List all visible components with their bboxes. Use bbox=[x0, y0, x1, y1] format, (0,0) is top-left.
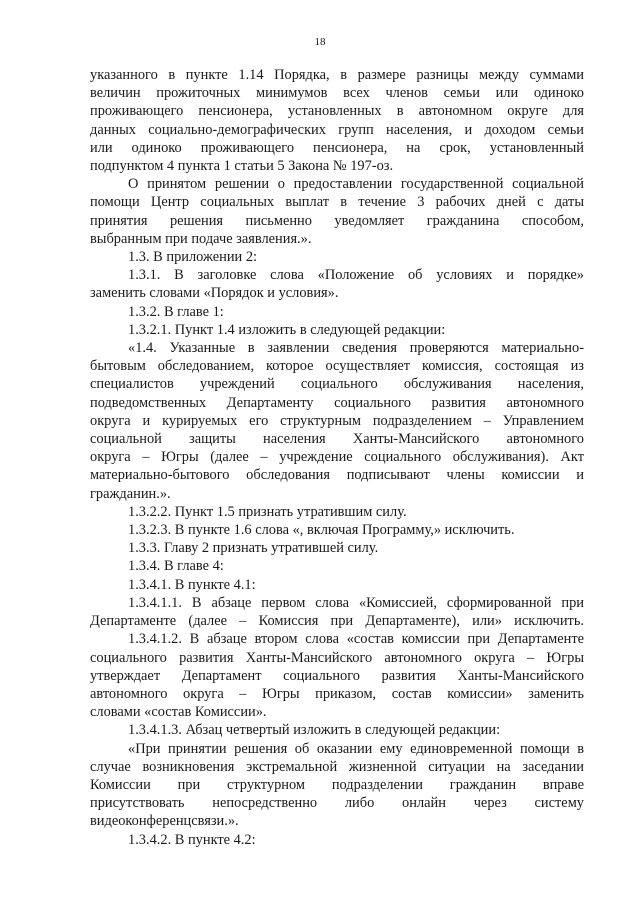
text-line: социальной защиты населения Ханты-Мансийского автономного bbox=[90, 431, 584, 448]
text-line: материально-бытового обследования подписывают члены комиссии и bbox=[90, 467, 584, 484]
text-line: Комиссии при структурном подразделении гражданин вправе bbox=[90, 776, 584, 793]
text-line: 1.3.2. В главе 1: bbox=[128, 303, 224, 320]
text-line: утверждает Департамент социального развития Ханты-Мансийского bbox=[90, 667, 584, 684]
text-line: 1.3.4.1.2. В абзаце втором слова «состав комиссии при Департаменте bbox=[128, 631, 584, 648]
text-line: заменить словами «Порядок и условия». bbox=[90, 285, 339, 302]
page-number: 18 bbox=[314, 36, 326, 48]
text-line: 1.3.1. В заголовке слова «Положение об условиях и порядке» bbox=[128, 267, 584, 284]
text-line: «1.4. Указанные в заявлении сведения проверяются материально- bbox=[128, 340, 584, 357]
text-line: О принятом решении о предоставлении государственной социальной bbox=[128, 176, 584, 193]
text-line: выбранным при подаче заявления.». bbox=[90, 230, 312, 247]
text-line: 1.3.3. Главу 2 признать утратившей силу. bbox=[128, 540, 379, 557]
text-line: указанного в пункте 1.14 Порядка, в размере разницы между суммами bbox=[90, 67, 584, 83]
text-line: 1.3.4.1.3. Абзац четвертый изложить в следующей редакции: bbox=[128, 722, 501, 739]
text-line: бытовым обследованием, которое осуществляет комиссия, состоящая из bbox=[90, 358, 584, 375]
text-line: подведомственных Департаменту социального развития автономного bbox=[90, 394, 584, 411]
text-line: округа и курируемых его структурным подразделением – Управлением bbox=[90, 412, 584, 429]
text-line: словами «состав Комиссии». bbox=[90, 704, 267, 721]
text-line: «При принятии решения об оказании ему единовременной помощи в bbox=[128, 740, 584, 757]
text-line: округа – Югры (далее – учреждение социального обслуживания). Акт bbox=[90, 449, 584, 466]
text-line: 1.3.4. В главе 4: bbox=[128, 558, 224, 575]
text-line: или одиноко проживающего пенсионера, на срок, установленный bbox=[90, 139, 584, 156]
text-line: социального развития Ханты-Мансийского автономного округа – Югры bbox=[90, 649, 584, 666]
text-line: проживающего пенсионера, установленных в автономном округе для bbox=[90, 103, 584, 120]
text-line: гражданин.». bbox=[90, 485, 171, 502]
text-line: случае возникновения экстремальной жизненной ситуации на заседании bbox=[90, 758, 584, 775]
text-line: принятия решения письменно уведомляет гражданина способом, bbox=[90, 212, 584, 229]
text-line: 1.3. В приложении 2: bbox=[128, 249, 258, 266]
text-line: автономного округа – Югры приказом, состав комиссии» заменить bbox=[90, 685, 584, 702]
text-line: видеоконференцсвязи.». bbox=[90, 813, 239, 830]
text-line: 1.3.2.2. Пункт 1.5 признать утратившим силу. bbox=[128, 503, 407, 520]
text-line: величин прожиточных минимумов всех членов семьи или одиноко bbox=[90, 85, 584, 102]
text-line: 1.3.4.2. В пункте 4.2: bbox=[128, 831, 256, 848]
text-line: Департаменте (далее – Комиссия при Департаменте), или» исключить. bbox=[90, 613, 584, 630]
text-line: 1.3.2.1. Пункт 1.4 изложить в следующей редакции: bbox=[128, 321, 446, 338]
text-line: данных социально-демографических групп населения, и доходом семьи bbox=[90, 121, 584, 138]
text-line: специалистов учреждений социального обслуживания населения, bbox=[90, 376, 584, 393]
text-line: присутствовать непосредственно либо онлайн через систему bbox=[90, 795, 584, 812]
text-line: 1.3.4.1. В пункте 4.1: bbox=[128, 576, 256, 593]
text-line: подпунктом 4 пункта 1 статьи 5 Закона № 197-оз. bbox=[90, 158, 394, 175]
text-line: помощи Центр социальных выплат в течение 3 рабочих дней с даты bbox=[90, 194, 584, 211]
text-line: 1.3.4.1.1. В абзаце первом слова «Комиссией, сформированной при bbox=[128, 594, 584, 611]
text-line: 1.3.2.3. В пункте 1.6 слова «, включая Программу,» исключить. bbox=[128, 522, 515, 539]
document-body bbox=[90, 66, 584, 849]
